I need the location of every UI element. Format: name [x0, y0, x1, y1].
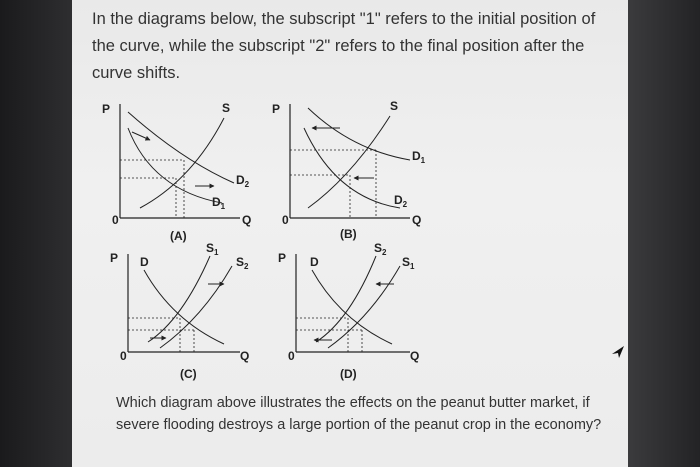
diagram-d-price-label: P	[278, 251, 287, 265]
diagram-d-supply-2-curve	[316, 256, 376, 342]
diagram-c-origin: 0	[120, 349, 127, 363]
diagram-b-price-label: P	[272, 102, 281, 116]
diagram-b-supply-label: S	[390, 99, 399, 113]
diagram-c-demand-label: D	[140, 255, 149, 269]
diagram-c-s2-label: $S_2$	[236, 255, 249, 271]
question-panel	[72, 0, 628, 467]
diagram-b-caption: (B)	[340, 227, 357, 241]
diagram-c-s1-label: $S_1$	[206, 241, 219, 257]
diagram-a-quantity-label: Q	[242, 213, 252, 227]
diagram-b-d2-label: $D_2$	[394, 193, 408, 209]
diagram-b-d1-label: $D_1$	[412, 149, 426, 165]
diagram-a-origin: 0	[112, 213, 119, 227]
diagram-c-caption: (C)	[180, 367, 197, 381]
diagram-b-demand-1-curve	[308, 108, 410, 160]
diagram-a-d2-label: $D_2$	[236, 173, 250, 189]
diagram-a-d1-label: $D_1$	[212, 195, 226, 211]
diagram-a-caption: (A)	[170, 229, 187, 243]
question-text: Which diagram above illustrates the effects on the peanut butter market, if severe flooding destroys a large portion of the peanut crop in the economy?	[116, 395, 602, 433]
diagram-d-demand-label: D	[310, 255, 319, 269]
diagram-a-price-label: P	[102, 102, 111, 116]
diagram-d-s2-label: $S_2$	[374, 241, 387, 257]
diagram-b-origin: 0	[282, 213, 289, 227]
diagram-d-quantity-label: Q	[410, 349, 420, 363]
diagram-b-supply-curve	[308, 116, 390, 208]
mouse-pointer-icon	[610, 344, 626, 360]
diagram-d	[278, 241, 419, 381]
diagram-b	[272, 99, 426, 241]
diagram-c-supply-1-curve	[148, 256, 210, 342]
diagram-c	[110, 241, 249, 381]
diagram-c-quantity-label: Q	[240, 349, 250, 363]
diagram-a-demand-2-curve	[128, 112, 234, 183]
diagram-d-s1-label: $S_1$	[402, 255, 415, 271]
diagram-d-demand-curve	[312, 270, 392, 344]
diagram-b-quantity-label: Q	[412, 213, 422, 227]
diagram-a-supply-label: S	[222, 101, 231, 115]
intro-text: In the diagrams below, the subscript "1" refers to the initial position of the curve, while the subscript "2" refers to the final position after the curve shifts.	[92, 10, 596, 82]
diagram-a-demand-1-curve	[128, 128, 222, 203]
diagram-d-origin: 0	[288, 349, 295, 363]
device-bezel-right	[628, 0, 700, 467]
diagram-d-caption: (D)	[340, 367, 357, 381]
diagram-c-price-label: P	[110, 251, 119, 265]
device-bezel-left	[0, 0, 72, 467]
diagram-c-demand-curve	[144, 270, 224, 344]
diagram-a	[102, 101, 251, 243]
